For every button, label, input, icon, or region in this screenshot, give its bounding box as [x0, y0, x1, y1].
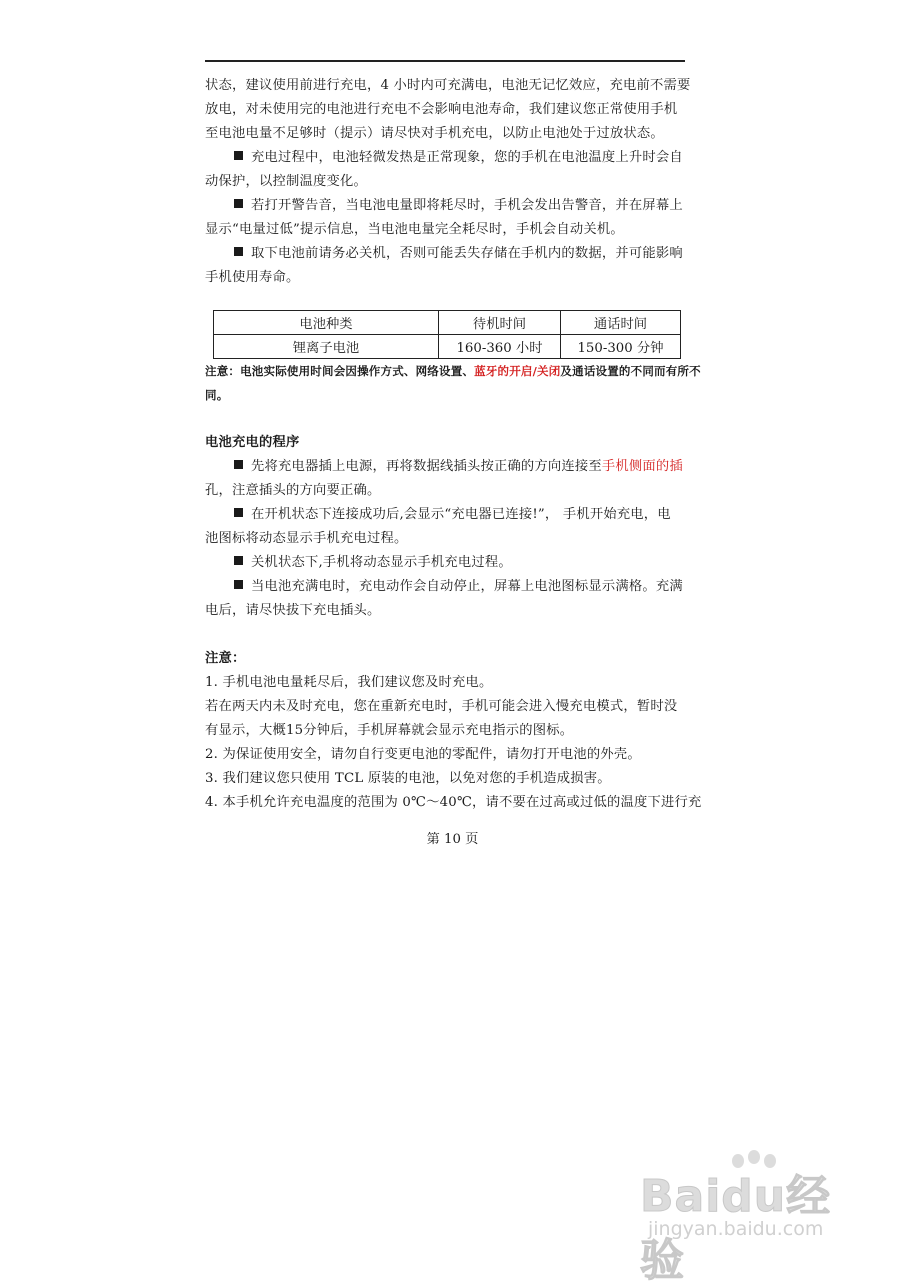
bullet-continuation: 显示“电量过低”提示信息，当电池电量完全耗尽时，手机会自动关机。 — [205, 222, 624, 237]
bullet-square-icon — [234, 460, 243, 469]
table-header-cell: 待机时间 — [439, 311, 561, 335]
bullet-square-icon — [234, 247, 243, 256]
bullet-continuation: 动保护，以控制温度变化。 — [205, 174, 367, 189]
bullet-item: 在开机状态下连接成功后,会显示“充电器已连接!”， 手机开始充电，电 — [234, 506, 671, 524]
bullet-continuation: 池图标将动态显示手机充电过程。 — [205, 531, 408, 546]
notes-title: 注意： — [205, 651, 246, 666]
bullet-item: 充电过程中，电池轻微发热是正常现象，您的手机在电池温度上升时会自 — [234, 149, 683, 167]
bullet-item: 先将充电器插上电源，再将数据线插头按正确的方向连接至手机侧面的插 — [234, 458, 683, 476]
table-header-row — [214, 311, 681, 335]
bullet-item: 若打开警告音，当电池电量即将耗尽时，手机会发出告警音，并在屏幕上 — [234, 197, 683, 215]
table-note: 注意：电池实际使用时间会因操作方式、网络设置、蓝牙的开启/关闭及通话设置的不同而有所不 — [205, 364, 701, 378]
bullet-square-icon — [234, 556, 243, 565]
watermark-url: jingyan.baidu.com — [648, 1218, 824, 1240]
table-header-cell: 通话时间 — [561, 311, 681, 335]
note-line: 1. 手机电池电量耗尽后，我们建议您及时充电。 — [205, 675, 493, 690]
header-rule — [205, 60, 685, 62]
note-line: 2. 为保证使用安全，请勿自行变更电池的零配件，请勿打开电池的外壳。 — [205, 747, 641, 762]
bullet-square-icon — [234, 199, 243, 208]
bullet-continuation: 电后，请尽快拔下充电插头。 — [205, 603, 381, 618]
note-line: 有显示，大概15分钟后，手机屏幕就会显示充电指示的图标。 — [205, 723, 574, 738]
note-line: 3. 我们建议您只使用 TCL 原装的电池，以免对您的手机造成损害。 — [205, 771, 611, 786]
bullet-continuation: 孔，注意插头的方向要正确。 — [205, 483, 381, 498]
baidu-jingyan-watermark — [640, 1150, 870, 1286]
bullet-item: 当电池充满电时，充电动作会自动停止，屏幕上电池图标显示满格。充满 — [234, 578, 683, 596]
table-cell: 锂离子电池 — [214, 335, 439, 359]
bullet-item: 关机状态下,手机将动态显示手机充电过程。 — [234, 554, 512, 572]
note-line: 4. 本手机允许充电温度的范围为 0℃～40℃，请不要在过高或过低的温度下进行充 — [205, 795, 702, 810]
page-number: 第 10 页 — [426, 832, 479, 847]
paragraph-line: 至电池电量不足够时（提示）请尽快对手机充电，以防止电池处于过放状态。 — [205, 126, 664, 141]
table-note-continuation: 同。 — [205, 388, 229, 402]
table-row — [214, 335, 681, 359]
table-cell: 150-300 分钟 — [561, 335, 681, 359]
paragraph-line: 状态，建议使用前进行充电，4 小时内可充满电，电池无记忆效应，充电前不需要 — [205, 78, 691, 93]
table-header-cell: 电池种类 — [214, 311, 439, 335]
table-cell: 160-360 小时 — [439, 335, 561, 359]
watermark-logo: Baidu经验 — [640, 1171, 832, 1286]
bullet-continuation: 手机使用寿命。 — [205, 270, 300, 285]
paragraph-line: 放电，对未使用完的电池进行充电不会影响电池寿命，我们建议您正常使用手机 — [205, 102, 678, 117]
bullet-square-icon — [234, 508, 243, 517]
section-title: 电池充电的程序 — [205, 435, 300, 450]
bullet-square-icon — [234, 151, 243, 160]
bullet-square-icon — [234, 580, 243, 589]
bullet-item: 取下电池前请务必关机，否则可能丢失存储在手机内的数据，并可能影响 — [234, 245, 683, 263]
battery-table — [213, 310, 681, 359]
note-line: 若在两天内未及时充电，您在重新充电时，手机可能会进入慢充电模式，暂时没 — [205, 699, 678, 714]
